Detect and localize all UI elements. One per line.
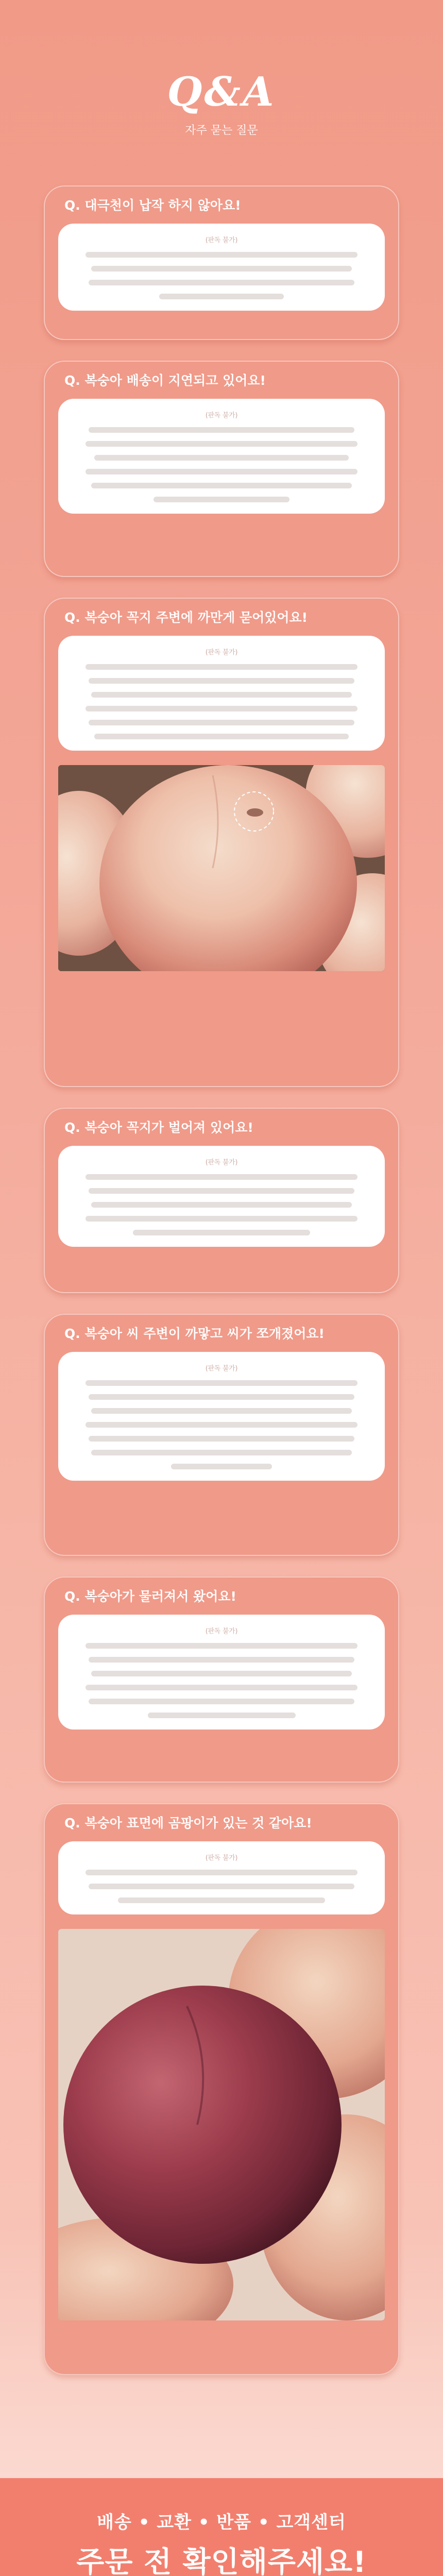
cs-banner	[0, 2478, 443, 2576]
qa-header	[0, 69, 443, 138]
placeholder-line	[159, 294, 283, 299]
qa-answer-note: (판독 불가)	[205, 1628, 238, 1635]
qa-title: Q&A	[167, 69, 276, 115]
qa-question: Q. 복숭아 씨 주변이 까맣고 씨가 쪼개졌어요!	[64, 1326, 325, 1341]
placeholder-line	[118, 1897, 325, 1903]
qa-question: Q. 복숭아 배송이 지연되고 있어요!	[64, 373, 266, 388]
placeholder-line	[89, 678, 355, 684]
qa-card-3	[44, 598, 399, 1087]
placeholder-line	[86, 469, 357, 474]
qa-answer-note: (판독 불가)	[205, 412, 238, 419]
qa-answer-note: (판독 불가)	[205, 1854, 238, 1862]
peach-fuzz-photo	[58, 1929, 385, 2320]
placeholder-line	[133, 1230, 310, 1235]
qa-answer	[58, 399, 385, 514]
qa-answer	[58, 1352, 385, 1481]
placeholder-line	[89, 1394, 355, 1400]
cs-banner-subtitle: 배송 • 교환 • 반품 • 고객센터	[97, 2512, 346, 2533]
placeholder-line	[86, 1380, 357, 1386]
qa-question: Q. 복숭아 표면에 곰팡이가 있는 것 같아요!	[64, 1816, 312, 1831]
placeholder-line	[91, 483, 351, 488]
qa-card-5	[44, 1314, 399, 1556]
qa-answer	[58, 1615, 385, 1730]
placeholder-line	[89, 720, 355, 725]
qa-answer	[58, 224, 385, 311]
placeholder-line	[94, 734, 349, 739]
qa-answer-note: (판독 불가)	[205, 236, 238, 244]
peach-stem-photo	[58, 765, 385, 971]
placeholder-line	[91, 1671, 351, 1676]
placeholder-line	[91, 266, 351, 272]
qa-answer-note: (판독 불가)	[205, 1159, 238, 1166]
qa-subtitle: 자주 묻는 질문	[185, 124, 258, 137]
qa-question: Q. 복숭아 꼭지가 벌어져 있어요!	[64, 1120, 253, 1135]
qa-answer-note: (판독 불가)	[205, 649, 238, 656]
placeholder-line	[86, 1685, 357, 1690]
placeholder-line	[154, 497, 289, 502]
placeholder-line	[89, 1699, 355, 1704]
qa-answer	[58, 1146, 385, 1247]
placeholder-line	[86, 706, 357, 711]
cs-banner-title: 주문 전 확인해주세요!	[76, 2546, 367, 2576]
placeholder-line	[94, 455, 349, 461]
qa-card-7	[44, 1803, 399, 2375]
placeholder-line	[86, 1643, 357, 1649]
qa-question: Q. 대극천이 납작 하지 않아요!	[64, 198, 241, 213]
qa-card-6	[44, 1577, 399, 1783]
placeholder-line	[91, 1202, 351, 1208]
qa-answer	[58, 1841, 385, 1914]
placeholder-line	[86, 664, 357, 670]
placeholder-line	[91, 692, 351, 698]
qa-card-1	[44, 185, 399, 340]
placeholder-line	[89, 280, 355, 285]
qa-question: Q. 복숭아가 물러져서 왔어요!	[64, 1589, 236, 1604]
placeholder-line	[171, 1464, 271, 1469]
qa-card-4	[44, 1108, 399, 1293]
qa-card-2	[44, 361, 399, 577]
placeholder-line	[91, 1450, 351, 1455]
placeholder-line	[86, 252, 357, 258]
placeholder-line	[86, 1216, 357, 1222]
placeholder-line	[89, 427, 355, 433]
placeholder-line	[86, 1422, 357, 1428]
placeholder-line	[89, 1436, 355, 1442]
placeholder-line	[89, 1884, 355, 1889]
placeholder-line	[86, 1870, 357, 1875]
placeholder-line	[89, 1188, 355, 1194]
qa-question: Q. 복숭아 꼭지 주변에 까만게 묻어있어요!	[64, 610, 308, 625]
qa-answer-note: (판독 불가)	[205, 1365, 238, 1372]
placeholder-line	[86, 441, 357, 447]
placeholder-line	[89, 1657, 355, 1663]
placeholder-line	[91, 1408, 351, 1414]
qa-answer	[58, 636, 385, 751]
placeholder-line	[86, 1174, 357, 1180]
placeholder-line	[148, 1713, 296, 1718]
